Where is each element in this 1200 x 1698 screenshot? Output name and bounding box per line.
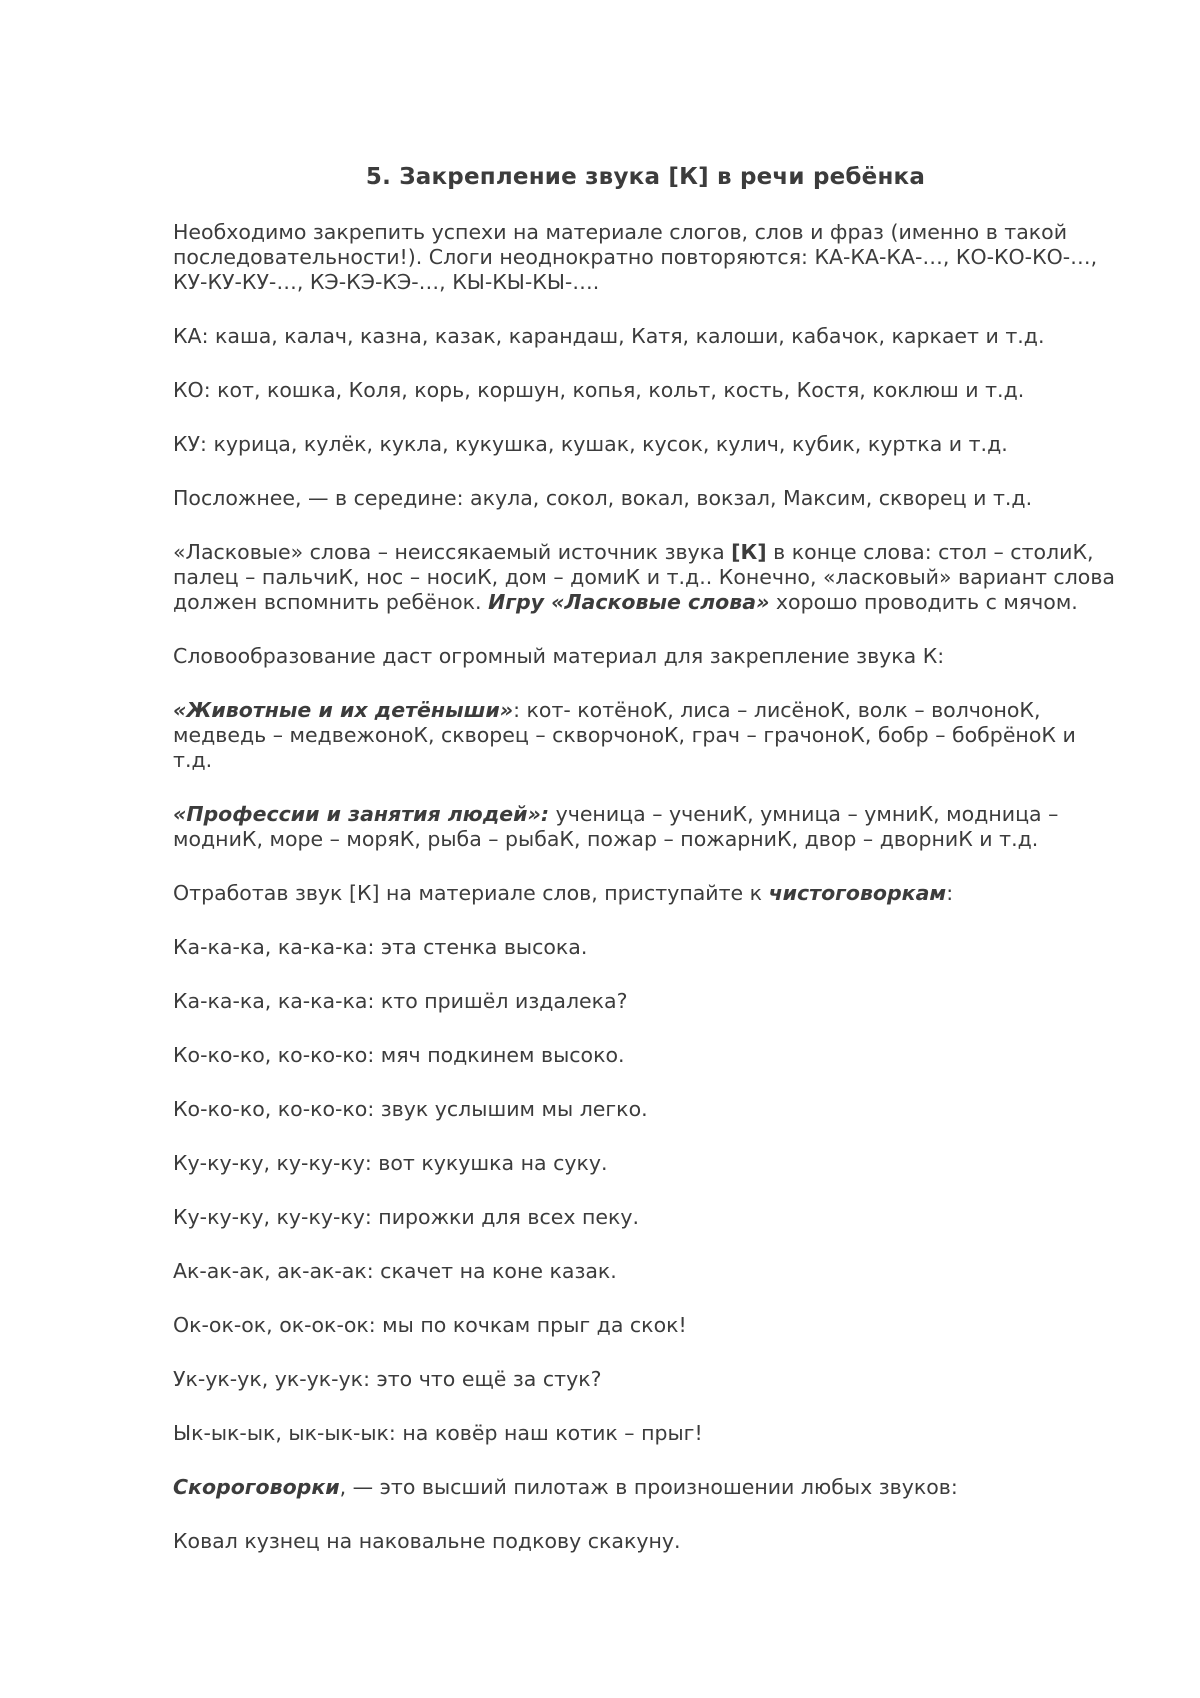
professions-heading: «Профессии и занятия людей»:: [173, 802, 550, 826]
last-line: Ковал кузнец на наковальне подкову скакуну.: [173, 1529, 681, 1553]
phrase-line: Ко-ко-ко, ко-ко-ко: мяч подкинем высоко.: [173, 1043, 625, 1067]
professions-text: ученица – учениК, умница – умниК, модница – модниК, море – моряК, рыба – рыбаК, пожар – пожарниК, двор – дворниК и т.д.: [173, 802, 1059, 851]
affectionate-text-1: «Ласковые» слова – неиссякаемый источник звука: [173, 540, 732, 564]
tongue-intro-text-2: :: [946, 881, 954, 905]
twisters-heading: Скороговорки: [173, 1475, 340, 1499]
phrase-line: Ко-ко-ко, ко-ко-ко: звук услышим мы легко.: [173, 1097, 648, 1121]
ku-words: КУ: курица, кулёк, кукла, кукушка, кушак, кусок, кулич, кубик, куртка и т.д.: [173, 432, 1008, 456]
animals-heading: «Животные и их детёныши»: [173, 698, 514, 722]
ko-words: КО: кот, кошка, Коля, корь, коршун, копья, кольт, кость, Костя, коклюш и т.д.: [173, 378, 1025, 402]
page-title: 5. Закрепление звука [К] в речи ребёнка: [365, 164, 926, 190]
phrase-line: Ык-ык-ык, ык-ык-ык: на ковёр наш котик – прыг!: [173, 1421, 703, 1445]
twisters-paragraph: [173, 1475, 1118, 1500]
professions-paragraph: [173, 802, 1118, 852]
animals-text: : кот- котёноК, лиса – лисёноК, волк – волчоноК, медведь – медвежоноК, скворец – скворчоноК, грач – грачоноК, бобр – бобрёноК и т.д.: [173, 698, 1076, 772]
intro-paragraph: Необходимо закрепить успехи на материале слогов, слов и фраз (именно в такой последовательности!). Слоги неоднократно повторяются: КА-КА-КА-…, КО-КО-КО-…, КУ-КУ-КУ-…, КЭ-КЭ-КЭ-…, КЫ-КЫ-КЫ-….: [173, 220, 1098, 294]
phrase-line: Ак-ак-ак, ак-ак-ак: скачет на коне казак.: [173, 1259, 617, 1283]
word-formation-paragraph: Словообразование даст огромный материал для закрепление звука К:: [173, 644, 945, 668]
affectionate-words-paragraph: [173, 540, 1118, 615]
phrase-line: Ку-ку-ку, ку-ку-ку: пирожки для всех пеку.: [173, 1205, 640, 1229]
phrase-line: Ок-ок-ок, ок-ок-ок: мы по кочкам прыг да скок!: [173, 1313, 687, 1337]
middle-words: Посложнее, — в середине: акула, сокол, вокал, вокзал, Максим, скворец и т.д.: [173, 486, 1033, 510]
twisters-text: , — это высший пилотаж в произношении любых звуков:: [339, 1475, 958, 1499]
phrase-line: Ка-ка-ка, ка-ка-ка: эта стенка высока.: [173, 935, 588, 959]
phrase-line: Ук-ук-ук, ук-ук-ук: это что ещё за стук?: [173, 1367, 602, 1391]
tongue-intro-paragraph: [173, 881, 1118, 906]
sound-label: [К]: [731, 540, 767, 564]
game-name: Игру «Ласковые слова»: [488, 590, 770, 614]
ka-words: КА: каша, калач, казна, казак, карандаш, Катя, калоши, кабачок, каркает и т.д.: [173, 324, 1045, 348]
affectionate-text-2: в конце слова: стол – столиК, палец – пальчиК, нос – носиК, дом – домиК и т.д.. Конечно, «ласковый» вариант слова должен вспомнить ребёнок.: [173, 540, 1115, 614]
phrase-line: Ка-ка-ка, ка-ка-ка: кто пришёл издалека?: [173, 989, 628, 1013]
animals-paragraph: [173, 698, 1118, 773]
affectionate-text-3: хорошо проводить с мячом.: [769, 590, 1078, 614]
phrase-line: Ку-ку-ку, ку-ку-ку: вот кукушка на суку.: [173, 1151, 608, 1175]
tongue-intro-emphasis: чистоговоркам: [768, 881, 947, 905]
document-page: [173, 164, 1118, 1583]
tongue-intro-text-1: Отработав звук [К] на материале слов, приступайте к: [173, 881, 769, 905]
